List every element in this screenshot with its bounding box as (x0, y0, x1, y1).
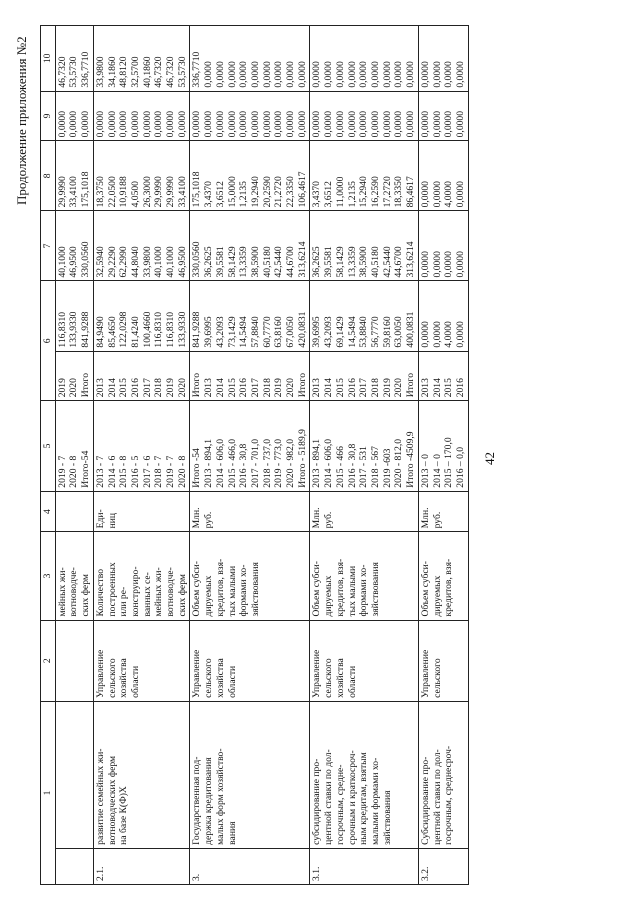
table-row (418, 26, 468, 885)
cell-unit (55, 491, 93, 532)
cell-c11: 33,9800 34,1860 48,8120 32,5700 40,1860 46,7320 46,7320 53,5730 (93, 26, 190, 92)
page-number: 42 (482, 452, 497, 465)
cell-c11: 336,7710 0,0000 0,0000 0,0000 0,0000 0,0000 0,0000 0,0000 0,0000 0,0000 (190, 26, 310, 92)
header-cell-5: 5 (41, 401, 56, 491)
cell-c6: 2013 2014 2015 2016 (418, 351, 468, 401)
cell-c7: 84,9490 85,4650 122,0298 81,4240 100,4660 116,8310 116,8310 133,9330 (93, 281, 190, 351)
cell-num (55, 848, 93, 884)
table-row (55, 26, 93, 885)
header-cell-2: 2 (41, 620, 56, 701)
header-cell-7: 7 (41, 211, 56, 281)
cell-c9: 175,1018 3,4370 3,6512 15,0000 1,2135 19,2940 20,2590 21,2720 22,3350 106,4617 (190, 141, 310, 211)
cell-c5: Итого -54 2013 - 894,1 2014 - 606,0 2015 - 466,0 2016 - 30,8 2017 - 701,0 2018 - 737,0 2019 - 773,0 2020 - 982,0 Итого - 5189,9 (190, 401, 310, 491)
cell-c8: 0,0000 0,0000 0,0000 0,0000 (418, 211, 468, 281)
cell-name: развитие семейных жи- вотноводческих ферм на базе К(Ф)Х (93, 701, 190, 848)
cell-c7: 841,9288 39,6995 43,2093 73,1429 14,5494 57,8840 60,7770 63,8160 67,0050 420,0831 (190, 281, 310, 351)
cell-name: Субсидирование про- центной ставки по дол- госрочным, среднесроч- (418, 701, 468, 848)
cell-num: 3. (190, 848, 310, 884)
table-row (310, 26, 418, 885)
cell-c11: 0,0000 0,0000 0,0000 0,0000 (418, 26, 468, 92)
cell-c9: 18,3750 22,0500 10,9188 4,0500 26,3000 29,9990 29,9990 33,4100 (93, 141, 190, 211)
cell-org: Управление сельского хозяйства области (310, 620, 418, 701)
header-cell-1: 1 (41, 701, 56, 884)
program-table (40, 25, 469, 885)
cell-org (55, 620, 93, 701)
cell-c11: 0,0000 0,0000 0,0000 0,0000 0,0000 0,0000 0,0000 0,0000 0,0000 (310, 26, 418, 92)
cell-unit: Млн. руб. (190, 491, 310, 532)
cell-org: Управление сельского хозяйства области (190, 620, 310, 701)
cell-c5: 2013 - 894,1 2014 - 606,0 2015 - 466 2016 - 30,8 2017 - 531 2018 - 567 2019 -603 2020 - 812,0 Итого -4509,9 (310, 401, 418, 491)
cell-c6: 2013 2014 2015 2016 2017 2018 2019 2020 Итого (310, 351, 418, 401)
cell-unit: Млн. руб. (418, 491, 468, 532)
cell-org: Управление сельского хозяйства области (93, 620, 190, 701)
cell-c10: 0,0000 0,0000 0,0000 0,0000 0,0000 0,0000 0,0000 0,0000 0,0000 0,0000 (190, 91, 310, 141)
cell-c5: 2013 - 7 2014 - 6 2015 - 8 2016 - 5 2017 - 6 2018 - 7 2019 - 7 2020 - 8 (93, 401, 190, 491)
cell-indicator: Количество построенных или ре- конструиро- ванных се- мейных жи- вотноводче- ских ферм (93, 532, 190, 620)
header-cell-3: 3 (41, 532, 56, 620)
cell-c7: 116,8310 133,9330 841,9288 (55, 281, 93, 351)
cell-indicator: Объем субси- дируемых кредитов, взя- тых малыми формами хо- зяйствования (310, 532, 418, 620)
header-cell-10: 10 (41, 26, 56, 92)
cell-c10: 0,0000 0,0000 0,0000 0,0000 0,0000 0,0000 0,0000 0,0000 0,0000 (310, 91, 418, 141)
appendix-caption: Продолжение приложения №2 (14, 36, 29, 205)
cell-c9: 3,4370 3,6512 11,0000 1,2135 15,2940 16,2590 17,2720 18,3350 86,4617 (310, 141, 418, 211)
cell-c5: 2013 – 0 2014 – 0 2015 – 170,0 2016 – 0,0 (418, 401, 468, 491)
header-cell-6: 6 (41, 281, 56, 401)
cell-c6: 2019 2020 Итого (55, 351, 93, 401)
cell-c8: 36,2625 39,5581 58,1429 13,3359 38,5900 40,5180 42,5440 44,6700 313,6214 (310, 211, 418, 281)
cell-c10: 0,0000 0,0000 0,0000 0,0000 0,0000 0,0000 0,0000 0,0000 (93, 91, 190, 141)
header-row (41, 26, 56, 885)
header-cell-4: 4 (41, 491, 56, 532)
cell-c7: 39,6995 43,2093 69,1429 14,5494 53,8840 56,7770 59,8160 63,0050 400,0831 (310, 281, 418, 351)
cell-unit: Еди- ниц (93, 491, 190, 532)
table-row (190, 26, 310, 885)
cell-c9: 29,9990 33,4100 175,1018 (55, 141, 93, 211)
header-cell-9: 9 (41, 91, 56, 141)
cell-c9: 0,0000 0,0000 4,0000 0,0000 (418, 141, 468, 211)
header-cell-8: 8 (41, 141, 56, 211)
cell-c8: 40,1000 46,9500 330,0560 (55, 211, 93, 281)
cell-unit: Млн. руб. (310, 491, 418, 532)
cell-c6: Итого 2013 2014 2015 2016 2017 2018 2019 2020 Итого (190, 351, 310, 401)
table-body (55, 26, 468, 885)
cell-indicator: Объем субси- дируемых кредитов, взя- тых малыми формами хо- зяйствования (190, 532, 310, 620)
cell-num: 3.2. (418, 848, 468, 884)
cell-num: 3.1. (310, 848, 418, 884)
cell-c10: 0,0000 0,0000 0,0000 (55, 91, 93, 141)
cell-name (55, 701, 93, 848)
cell-indicator: Объем субси- дируемых кредитов, взя- (418, 532, 468, 620)
cell-name: Государственная под- держка кредитования малых форм хозяйство- вания (190, 701, 310, 848)
cell-indicator: мейных жи- вотноводче- ских ферм (55, 532, 93, 620)
cell-c10: 0,0000 0,0000 0,0000 0,0000 (418, 91, 468, 141)
cell-c5: 2019 - 7 2020 - 8 Итого-54 (55, 401, 93, 491)
cell-c7: 0,0000 0,0000 4,0000 0,0000 (418, 281, 468, 351)
cell-c6: 2013 2014 2015 2016 2017 2018 2019 2020 (93, 351, 190, 401)
cell-org: Управление сельского (418, 620, 468, 701)
cell-c11: 46,7320 53,5730 336,7710 (55, 26, 93, 92)
cell-num: 2.1. (93, 848, 190, 884)
cell-c8: 32,5940 29,2290 62,2990 44,8040 33,9800 40,1000 40,1000 46,9500 (93, 211, 190, 281)
cell-c8: 330,0560 36,2625 39,5581 58,1429 13,3359 38,5900 40,5180 42,5440 44,6700 313,6214 (190, 211, 310, 281)
table-row (93, 26, 190, 885)
cell-name: субсидирование про- центной ставки по дол- госрочным, средне- срочным и краткосроч- ным кредитам, взятым малыми формами хо- зяйствования (310, 701, 418, 848)
